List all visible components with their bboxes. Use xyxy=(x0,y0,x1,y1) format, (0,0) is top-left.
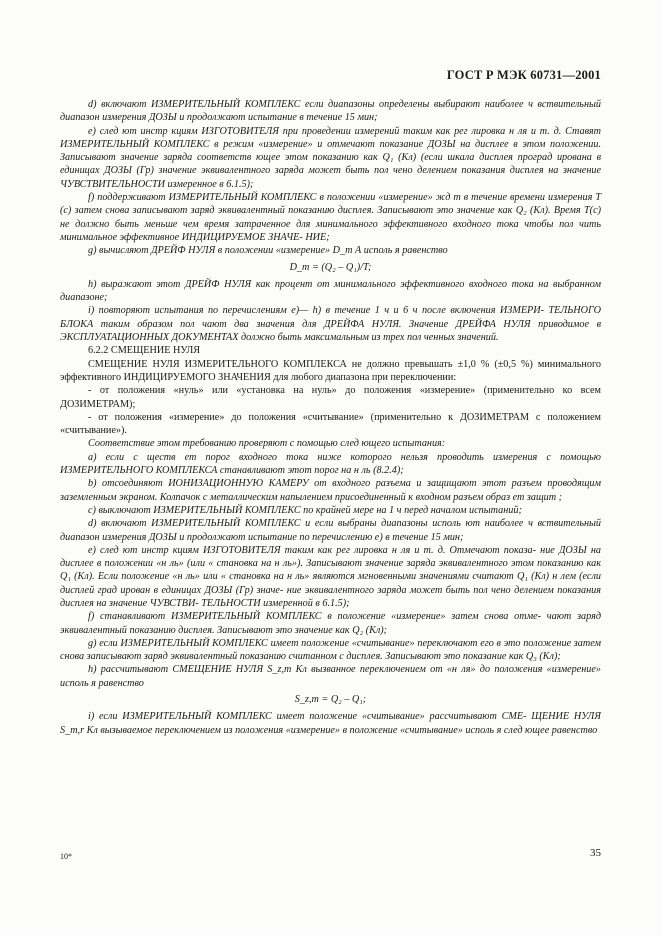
section-heading: 6.2.2 СМЕЩЕНИЕ НУЛЯ xyxy=(88,345,201,357)
test-step: c) выключают ИЗМЕРИТЕЛЬНЫЙ КОМПЛЕКС по крайней мере на 1 ч перед началом испытаний; xyxy=(88,504,522,516)
test-step: a) если с ществ ет порог входного тока ниже которого нельзя проводить измерения с помощью ИЗМЕРИТЕЛЬНОГО КОМПЛЕКСА станавливают этот порог на н ль (8.2.4); xyxy=(60,451,601,477)
test-step: g) если ИЗМЕРИТЕЛЬНЫЙ КОМПЛЕКС имеет положение «считывание» переключают его в это положение затем снова записывают заряд эквивалентный показанию считанном с дисплея. Записывают это показание как Q₃ (Кл); xyxy=(60,637,601,663)
test-step: h) рассчитывают СМЕЩЕНИЕ НУЛЯ S_z,m Кл вызванное переключением от «н ля» до положения «измерение» исполь я равенство xyxy=(60,664,601,689)
paragraph: f) поддерживают ИЗМЕРИТЕЛЬНЫЙ КОМПЛЕКС в положении «измерение» жд т в течение времени измерения T (с) затем снова записывают заряд эквивалентный показанию дисплея. Записывают это значение как Q₂ (Кл). Время T(с) не должно быть меньше чем время затраченное для минимального эффективного входного тока чтобы пол чить минимальное эффективное ИНДИЦИРУЕМОЕ ЗНАЧЕ- НИЕ; xyxy=(60,192,601,243)
paragraph: h) выражают этот ДРЕЙФ НУЛЯ как процент от минимального эффективного входного тока на выбранном диапазоне; xyxy=(60,278,601,304)
test-step: е) след ют инстр кциям ИЗГОТОВИТЕЛЯ таким как рег лировка н ля и т. д. Отмечают показа- ние ДОЗЫ на дисплее в положении «н ль» (или « становка на н ль»). Записывают значение заряда эквивалентного этом показанию как Q₁ (Кл). Если положение «н ль» или « становка на н ль» являются мгновенными значениями считают Q₁ (Кл) н лем (если дисплей град ирован в единицах ДОЗЫ (Гр) значе- ние эквивалентного заряда может быть пол чено делением показания дисплея на значение ЧУВСТВИ- ТЕЛЬНОСТИ измеренной в 6.1.5); xyxy=(60,544,601,609)
paragraph: е) след ют инстр кциям ИЗГОТОВИТЕЛЯ при проведении измерений таким как рег лировка н ля и т. д. Ставят ИЗМЕРИТЕЛЬНЫЙ КОМПЛЕКС в режим «измерение» и отмечают показание ДОЗЫ на дисплее в этом положении. Записывают значение заряда соответств ющее этом показанию как Q₁ (Кл) (если шкала дисплея проград ирована в единицах ДОЗЫ (Гр) значение эквивалентного заряда может быть пол чено делением показания дисплея на значение ЧУВСТВИТЕЛЬНОСТИ измеренное в 6.1.5); xyxy=(60,125,601,190)
compliance-text: Соответствие этом требованию проверяют с помощью след ющего испытания: xyxy=(88,438,446,450)
paragraph: d) включают ИЗМЕРИТЕЛЬНЫЙ КОМПЛЕКС если диапазоны определены выбирают наиболее ч вствительный диапазон измерения ДОЗЫ и продолжают испытание в течение 15 мин; xyxy=(60,99,601,124)
formula-drift: D_m = (Q₂ – Q₁)/T; xyxy=(289,261,372,273)
test-step: d) включают ИЗМЕРИТЕЛЬНЫЙ КОМПЛЕКС и если выбраны диапазоны исполь ют наиболее ч вствительный диапазон измерения ДОЗЫ и продолжают испытание по перечислению е) в течение 15 мин; xyxy=(60,518,601,543)
section-intro: СМЕЩЕНИЕ НУЛЯ ИЗМЕРИТЕЛЬНОГО КОМПЛЕКСА не должно превышать ±1,0 % (±0,5 %) минимального эффективного ИНДИЦИРУЕМОГО ЗНАЧЕНИЯ для любого диапазона при переключении: xyxy=(60,358,601,383)
test-step: i) если ИЗМЕРИТЕЛЬНЫЙ КОМПЛЕКС имеет положение «считывание» рассчитывают СМЕ- ЩЕНИЕ НУЛЯ S_m,r Кл вызываемое переключением из положения «измерение» в положение «считывание» исполь я след ющее равенство xyxy=(60,711,601,736)
formula-offset: S_z,m = Q₂ – Q₁; xyxy=(294,694,367,706)
test-step: f) станавливают ИЗМЕРИТЕЛЬНЫЙ КОМПЛЕКС в положение «измерение» затем снова отме- чают заряд эквивалентный показанию дисплея. Записывают это значение как Q₂ (Кл); xyxy=(60,611,601,636)
document-header: ГОСТ Р МЭК 60731—2001 xyxy=(446,68,601,82)
document-body xyxy=(60,98,601,737)
paragraph: i) повторяют испытания по перечислениям е)— h) в течение 1 ч и 6 ч после включения ИЗМЕРИ- ТЕЛЬНОГО БЛОКА таким образом пол чают два значения для ДРЕЙФА НУЛЯ. Значение ДРЕЙФА НУЛЯ приводимое в ЭКСПЛУАТАЦИОННЫХ ДОКУМЕНТАХ должно быть максимальным из трех пол ченных значений. xyxy=(60,305,601,344)
section-item: - от положения «нуль» или «установка на нуль» до положения «измерение» (применительно ко всем ДОЗИМЕТРАМ); xyxy=(60,385,601,410)
paragraph: g) вычисляют ДРЕЙФ НУЛЯ в положении «измерение» D_m А исполь я равенство xyxy=(88,245,448,257)
footer-mark: 10* xyxy=(60,852,72,861)
page-number: 35 xyxy=(590,847,601,859)
section-item: - от положения «измерение» до положения «считывание» (применительно к ДОЗИМЕТРАМ с положением «считывание»). xyxy=(60,411,601,437)
test-step: b) отсоединяют ИОНИЗАЦИОННУЮ КАМЕРУ от входного разъема и защищают этот разъем проводящим заземленным экраном. Колпачок с металлическим напылением присоединенный к входном разъем образ ет защит ; xyxy=(60,478,601,503)
